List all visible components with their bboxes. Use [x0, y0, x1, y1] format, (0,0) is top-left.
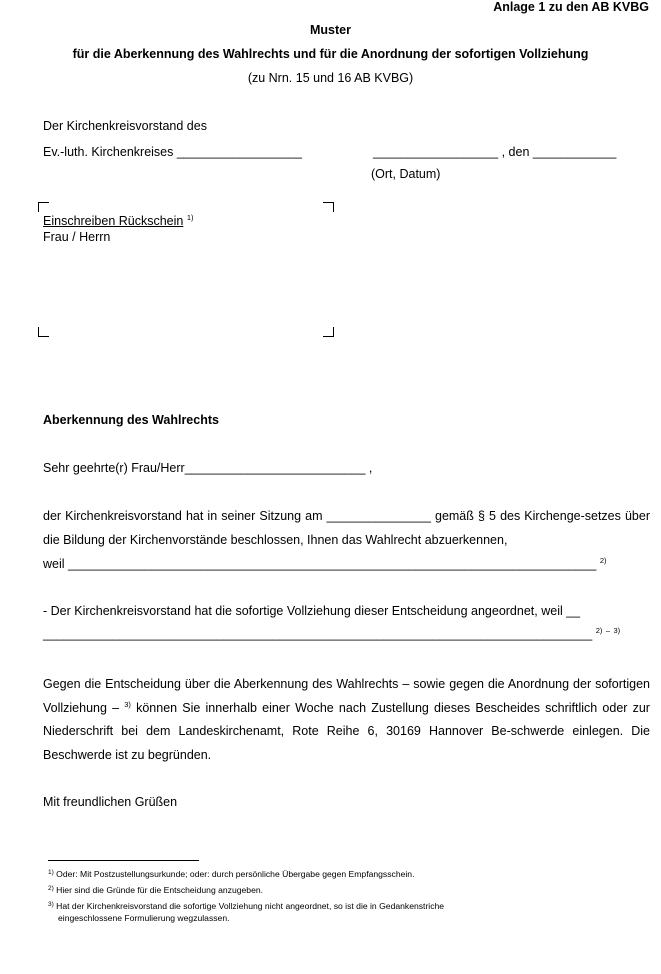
- footnote-ref-2: 2): [599, 556, 607, 565]
- place-date-caption: (Ort, Datum): [371, 167, 441, 181]
- footnote-3-mark: 3): [48, 901, 54, 908]
- footnote-2: [48, 885, 263, 896]
- footnote-separator: [48, 860, 199, 861]
- closing: Mit freundlichen Grüßen: [43, 795, 178, 809]
- delivery-method: [43, 214, 194, 228]
- address-corner-top-left: [38, 202, 49, 212]
- sender-line-2: Ev.-luth. Kirchenkreises __________________: [43, 145, 302, 159]
- paragraph-decision: der Kirchenkreisvorstand hat in seiner Sitzung am _______________ gemäß § 5 des Kirchenge-setzes über die Bildung der Kirchenvorstände beschlossen, Ihnen das Wahlrecht abzuerkennen,: [43, 509, 650, 547]
- footnote-2-text: Hier sind die Gründe für die Entscheidung anzugeben.: [56, 885, 264, 895]
- paragraph-decision-reason: [43, 557, 607, 571]
- reason-line: weil ____________________________________________________________________________: [43, 557, 597, 571]
- appeal-text-b: können Sie innerhalb einer Woche nach Zustellung dieses Bescheides schriftlich oder zur Niederschrift bei dem Landeskirchenamt, Rote Reihe 6, 30169 Hannover Be-schwerde einlegen. Die Beschwerde ist zu begründen.: [43, 700, 650, 762]
- paragraph-appeal: [43, 673, 650, 767]
- body-heading: Aberkennung des Wahlrechts: [43, 413, 219, 427]
- sender-line-1: Der Kirchenkreisvorstand des: [43, 119, 207, 133]
- footnote-1-text: Oder: Mit Postzustellungsurkunde; oder: durch persönliche Übergabe gegen Empfangsschein.: [56, 869, 415, 879]
- footnote-dash: –: [605, 626, 611, 635]
- footnote-1-mark: 1): [48, 869, 54, 876]
- enforcement-reason: [43, 627, 620, 641]
- footnote-2-mark: 2): [48, 885, 54, 892]
- address-corner-bottom-left: [38, 327, 49, 337]
- footnote-ref-3: 3): [613, 626, 621, 635]
- footnote-3: [48, 901, 444, 912]
- footnote-ref-3b: 3): [124, 699, 131, 709]
- enforcement-reason-line: _______________________________________________________________________________: [43, 627, 593, 641]
- footnote-ref-1: 1): [186, 213, 194, 222]
- address-corner-bottom-right: [323, 327, 334, 337]
- greeting: Sehr geehrte(r) Frau/Herr__________________________ ,: [43, 461, 373, 475]
- footnote-3-text: Hat der Kirchenkreisvorstand die sofortige Vollziehung nicht angeordnet, so ist die in Gedankenstriche: [56, 901, 445, 911]
- footnote-1: [48, 869, 414, 880]
- footnote-3-continuation: eingeschlossene Formulierung wegzulassen.: [58, 913, 230, 923]
- address-corner-top-right: [323, 202, 334, 212]
- footnote-ref-2b: 2): [595, 626, 603, 635]
- document-title: Muster: [310, 23, 351, 37]
- recipient-salutation: Frau / Herrn: [43, 230, 111, 244]
- appeal-text-a: Gegen die Entscheidung über die Aberkennung des Wahlrechts – sowie gegen die Anordnung der sofortigen Vollziehung –: [43, 677, 650, 715]
- paragraph-immediate-enforcement: - Der Kirchenkreisvorstand hat die sofortige Vollziehung dieser Entscheidung angeordnet, weil __: [43, 604, 581, 618]
- delivery-method-label: Einschreiben Rückschein: [43, 214, 184, 228]
- place-date-line: __________________ , den ____________: [373, 145, 617, 159]
- annex-label: Anlage 1 zu den AB KVBG: [493, 0, 649, 14]
- document-subtitle: für die Aberkennung des Wahlrechts und für die Anordnung der sofortigen Vollziehung: [72, 47, 589, 61]
- document-reference: (zu Nrn. 15 und 16 AB KVBG): [247, 71, 414, 85]
